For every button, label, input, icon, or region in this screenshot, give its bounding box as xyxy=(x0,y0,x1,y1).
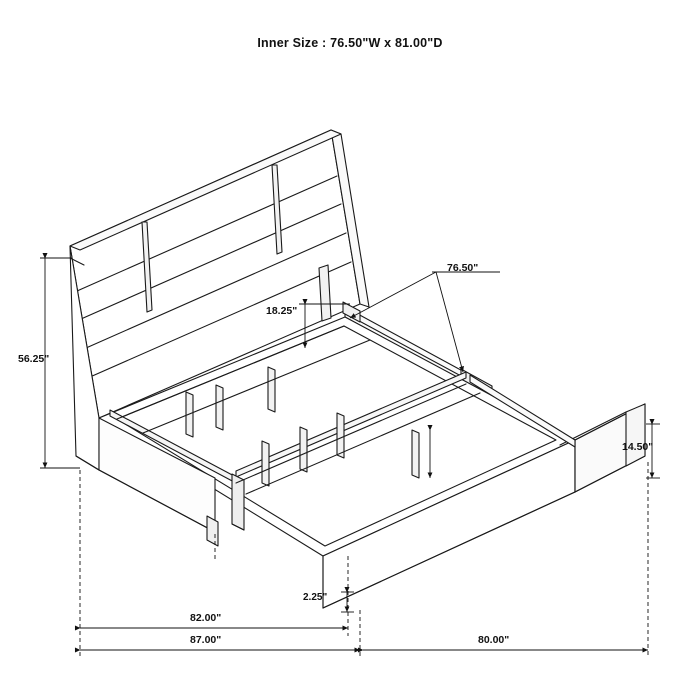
dim-label-headboard-height: 56.25" xyxy=(18,353,50,365)
slat-4 xyxy=(262,441,269,486)
left-rail-leg xyxy=(207,516,218,546)
dim-label-overall-length: 87.00" xyxy=(190,634,222,646)
dim-label-clearance: 2.25" xyxy=(303,592,328,603)
dim-label-footboard-height: 14.50" xyxy=(622,441,654,453)
dim-label-overall-width: 80.00" xyxy=(478,634,510,646)
slat-6 xyxy=(337,413,344,458)
slat-3 xyxy=(268,367,275,412)
slat-2 xyxy=(216,385,223,430)
slat-7 xyxy=(412,430,419,478)
dim-label-inner-length: 82.00" xyxy=(190,612,222,624)
page-title: Inner Size : 76.50"W x 81.00"D xyxy=(257,36,443,50)
slat-5 xyxy=(300,427,307,472)
dim-label-panel-offset: 18.25" xyxy=(266,305,298,317)
dim-label-inner-width: 76.50" xyxy=(447,262,479,274)
dim-leader-inner-width-right xyxy=(436,272,463,372)
footboard-right-post xyxy=(626,404,645,466)
bed-outline-group xyxy=(70,130,645,608)
